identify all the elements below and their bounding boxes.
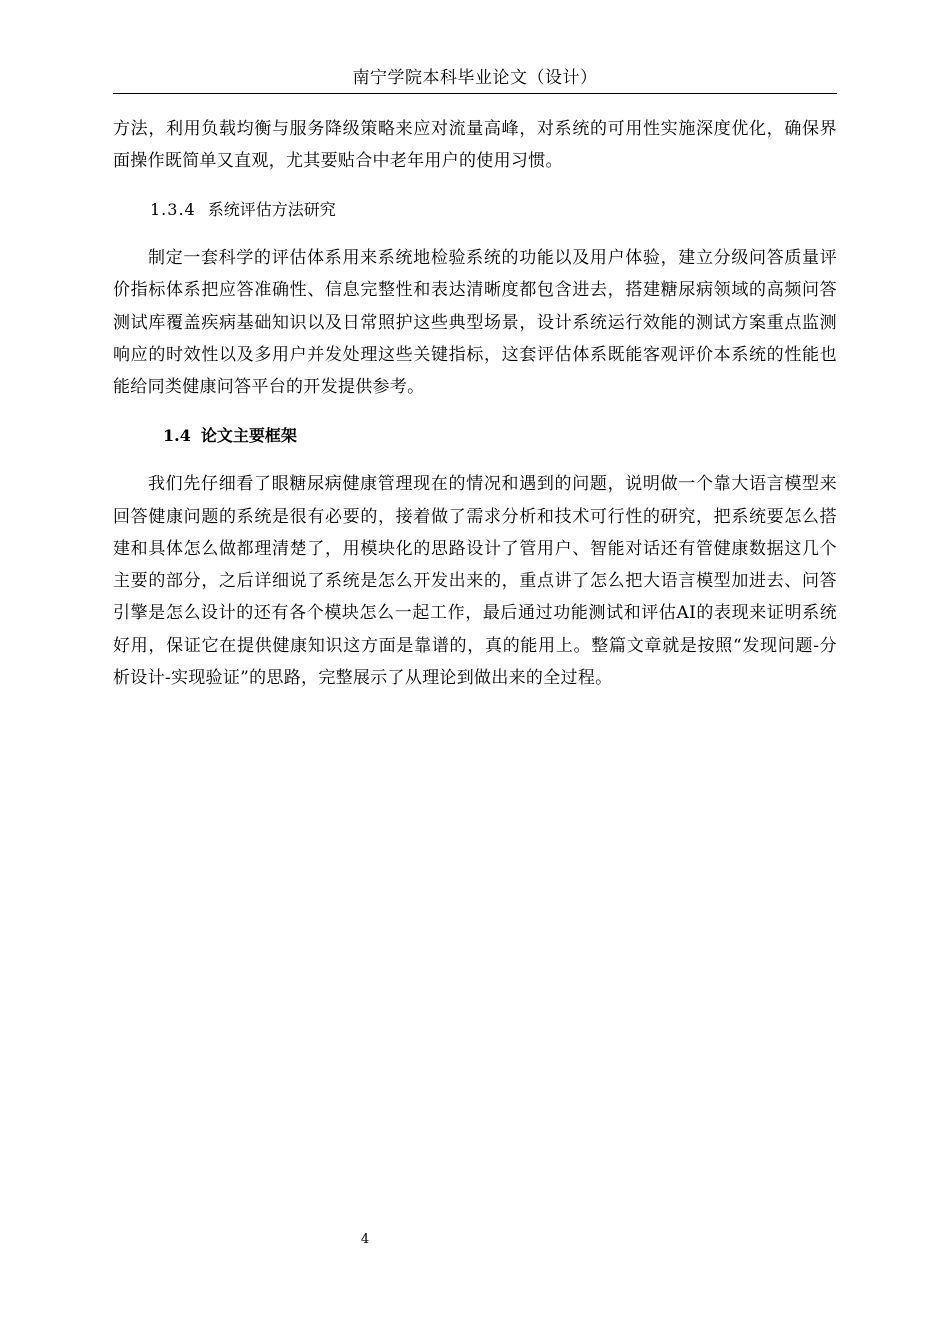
header-divider [113, 93, 837, 94]
subsection-title: 系统评估方法研究 [207, 199, 336, 219]
page-header-title: 南宁学院本科毕业论文（设计） [352, 68, 598, 88]
paragraph-evaluation: 制定一套科学的评估体系用来系统地检验系统的功能以及用户体验，建立分级问答质量评价指标体系把应答准确性、信息完整性和表达清晰度都包含进去，搭建糖尿病领域的高频问答测试库覆盖疾病基础知识以及日常照护这些典型场景，设计系统运行效能的测试方案重点监测响应的时效性以及多用户并发处理这些关键指标，这套评估体系既能客观评价本系统的性能也能给同类健康问答平台的开发提供参考。 [113, 248, 837, 398]
subsection-number: 1.3.4 [150, 199, 196, 219]
page-number: 4 [360, 1232, 370, 1247]
section-number: 1.4 [163, 425, 191, 445]
paragraph-framework: 我们先仔细看了眼糖尿病健康管理现在的情况和遇到的问题，说明做一个靠大语言模型来回答健康问题的系统是很有必要的，接着做了需求分析和技术可行性的研究，把系统要怎么搭建和具体怎么做都理清楚了，用模块化的思路设计了管用户、智能对话还有管健康数据这几个主要的部分，之后详细说了系统是怎么开发出来的，重点讲了怎么把大语言模型加进去、问答引擎是怎么设计的还有各个模块怎么一起工作，最后通过功能测试和评估AI的表现来证明系统好用，保证它在提供健康知识这方面是靠谱的，真的能用上。整篇文章就是按照“发现问题-分析设计-实现验证”的思路，完整展示了从理论到做出来的全过程。 [113, 474, 837, 689]
body-text [113, 113, 837, 694]
section-heading [113, 404, 837, 469]
paragraph-continued: 方法，利用负载均衡与服务降级策略来应对流量高峰，对系统的可用性实施深度优化，确保界面操作既简单又直观，尤其要贴合中老年用户的使用习惯。 [113, 119, 837, 172]
subsection-heading [113, 178, 837, 243]
section-title: 论文主要框架 [200, 425, 297, 445]
